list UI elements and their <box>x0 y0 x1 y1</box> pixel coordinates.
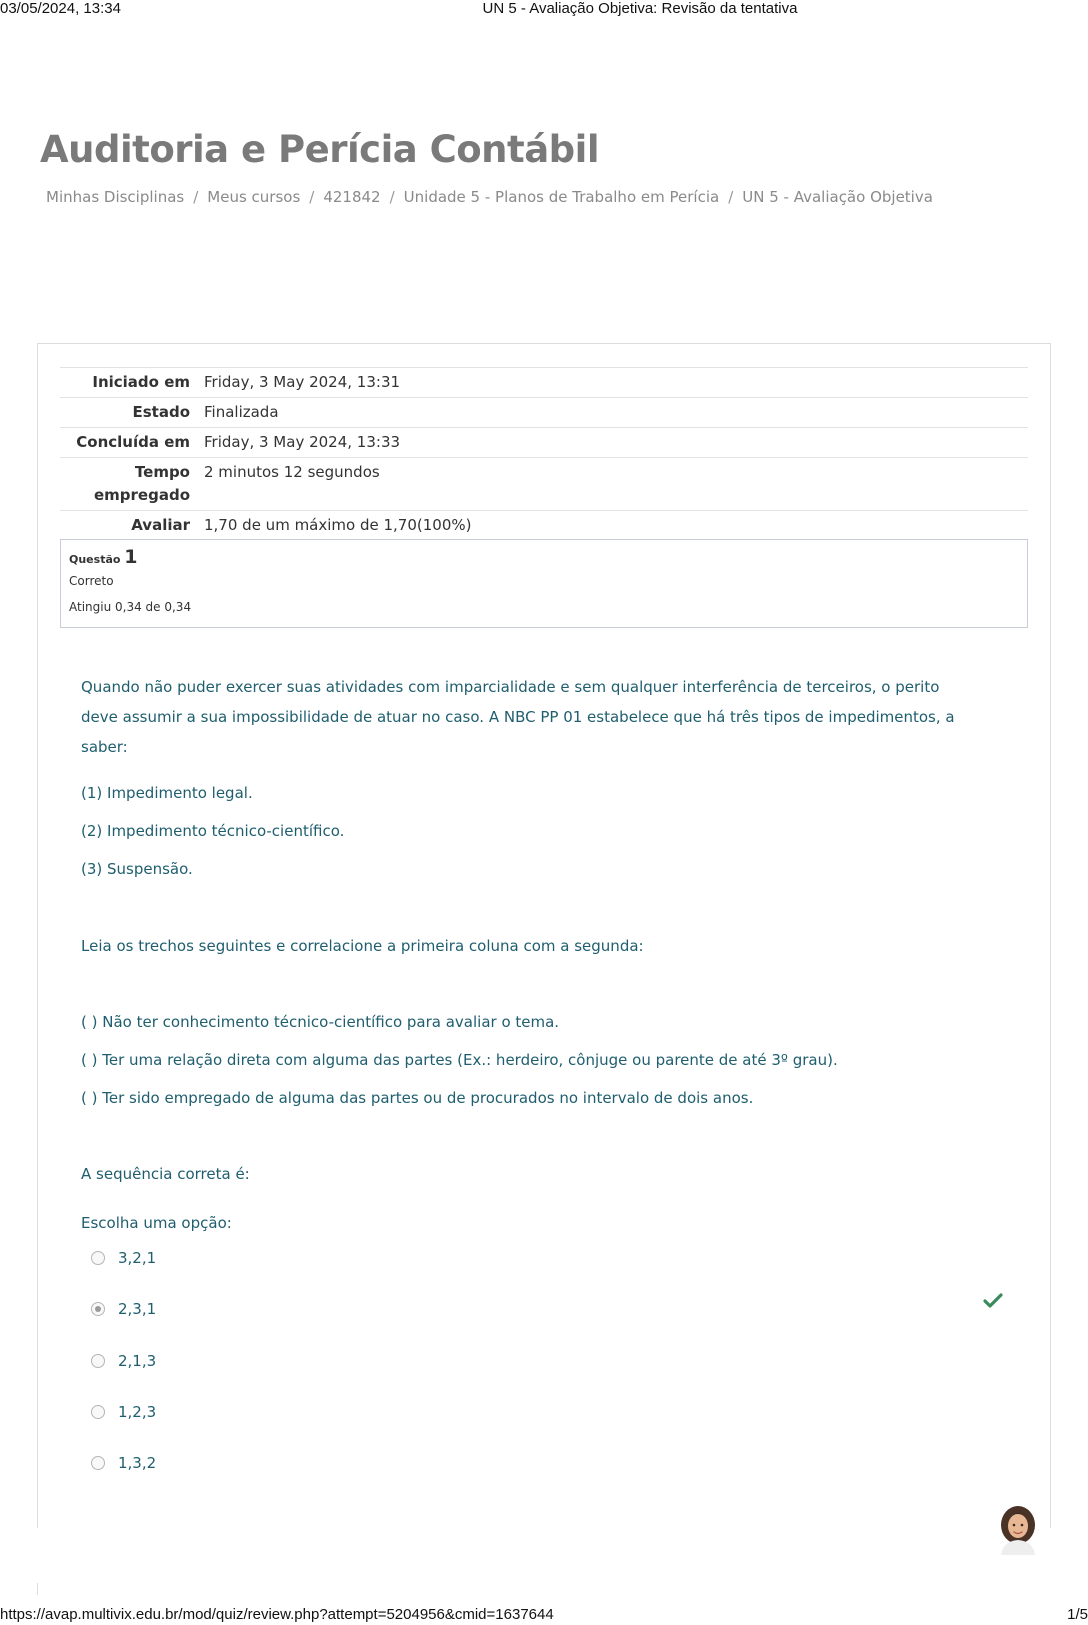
summary-value: Finalizada <box>204 403 279 421</box>
answer-option-label: 1,2,3 <box>118 1403 157 1421</box>
summary-row-completed <box>60 427 1028 457</box>
question-number <box>69 546 1019 568</box>
answer-option[interactable] <box>90 1402 1010 1426</box>
summary-value: Friday, 3 May 2024, 13:33 <box>204 433 401 451</box>
breadcrumb-item-course-id[interactable]: 421842 <box>323 188 381 206</box>
breadcrumb-item-avaliacao[interactable]: UN 5 - Avaliação Objetiva <box>742 188 933 206</box>
summary-label-line: empregado <box>93 486 190 504</box>
summary-value: Friday, 3 May 2024, 13:31 <box>204 373 401 391</box>
question-instruction: Leia os trechos seguintes e correlacione a primeira coluna com a segunda: <box>81 937 644 955</box>
print-datetime: 03/05/2024, 13:34 <box>0 0 121 17</box>
course-title: Auditoria e Perícia Contábil <box>40 128 600 171</box>
summary-row-grade <box>60 510 1028 540</box>
radio-button[interactable] <box>91 1405 105 1419</box>
answer-option-label: 2,1,3 <box>118 1352 157 1370</box>
breadcrumb-item-minhas-disciplinas[interactable]: Minhas Disciplinas <box>46 188 185 206</box>
breadcrumb-separator: / <box>389 188 395 206</box>
radio-button[interactable] <box>91 1456 105 1470</box>
choose-option-label: Escolha uma opção: <box>81 1214 232 1232</box>
question-state: Correto <box>69 574 114 588</box>
print-header <box>0 0 1088 18</box>
print-doc-title: UN 5 - Avaliação Objetiva: Revisão da tentativa <box>482 0 798 17</box>
question-mark: Atingiu 0,34 de 0,34 <box>69 600 192 614</box>
question-prompt: A sequência correta é: <box>81 1165 250 1183</box>
breadcrumb-item-unidade-5[interactable]: Unidade 5 - Planos de Trabalho em Perícia <box>403 188 720 206</box>
panel-edge <box>37 1583 38 1595</box>
summary-value: 2 minutos 12 segundos <box>204 463 380 481</box>
question-number-value: 1 <box>124 546 138 568</box>
breadcrumb-separator: / <box>309 188 315 206</box>
question-intro: Quando não puder exercer suas atividades com imparcialidade e sem qualquer interferência de terceiros, o perito deve assumir a sua impossibilidade de atuar no caso. A NBC PP 01 estabelece que há três tipos de impedimentos, a saber: <box>81 678 955 756</box>
summary-row-state <box>60 397 1028 427</box>
summary-row-started <box>60 367 1028 397</box>
breadcrumb-item-meus-cursos[interactable]: Meus cursos <box>207 188 301 206</box>
impediment-item: (3) Suspensão. <box>81 860 193 878</box>
assistant-avatar-icon[interactable] <box>995 1503 1041 1555</box>
answer-option-selected[interactable] <box>90 1299 1010 1323</box>
radio-button[interactable] <box>91 1354 105 1368</box>
attempt-summary <box>60 367 1028 540</box>
answer-option-label: 2,3,1 <box>118 1300 157 1318</box>
answer-option-label: 1,3,2 <box>118 1454 157 1472</box>
radio-button[interactable] <box>91 1251 105 1265</box>
summary-value: 1,70 de um máximo de 1,70(100%) <box>204 516 472 534</box>
radio-button-checked[interactable] <box>91 1302 105 1316</box>
summary-row-time <box>60 457 1028 510</box>
answer-option-label: 3,2,1 <box>118 1249 157 1267</box>
answer-option[interactable] <box>90 1248 1010 1272</box>
correct-check-icon <box>983 1293 1003 1309</box>
summary-label: Avaliar <box>131 516 190 534</box>
print-page-number: 1/5 <box>1067 1606 1088 1623</box>
summary-label <box>60 461 204 507</box>
statement-item: ( ) Ter uma relação direta com alguma das partes (Ex.: herdeiro, cônjuge ou parente de até 3º grau). <box>81 1051 838 1069</box>
summary-label: Estado <box>132 403 190 421</box>
answer-option[interactable] <box>90 1453 1010 1477</box>
breadcrumb <box>46 188 933 206</box>
question-label: Questão <box>69 553 121 566</box>
statement-item: ( ) Não ter conhecimento técnico-científico para avaliar o tema. <box>81 1013 560 1031</box>
answer-option[interactable] <box>90 1351 1010 1375</box>
summary-label: Concluída em <box>76 433 190 451</box>
statement-item: ( ) Ter sido empregado de alguma das partes ou de procurados no intervalo de dois anos. <box>81 1089 754 1107</box>
question-info-box <box>60 539 1028 628</box>
breadcrumb-separator: / <box>193 188 199 206</box>
print-footer <box>0 1605 1088 1625</box>
breadcrumb-separator: / <box>728 188 734 206</box>
impediment-item: (1) Impedimento legal. <box>81 784 253 802</box>
impediment-item: (2) Impedimento técnico-científico. <box>81 822 345 840</box>
summary-label-line: Tempo <box>134 463 190 481</box>
print-url: https://avap.multivix.edu.br/mod/quiz/review.php?attempt=5204956&cmid=1637644 <box>0 1606 554 1623</box>
summary-label: Iniciado em <box>92 373 190 391</box>
